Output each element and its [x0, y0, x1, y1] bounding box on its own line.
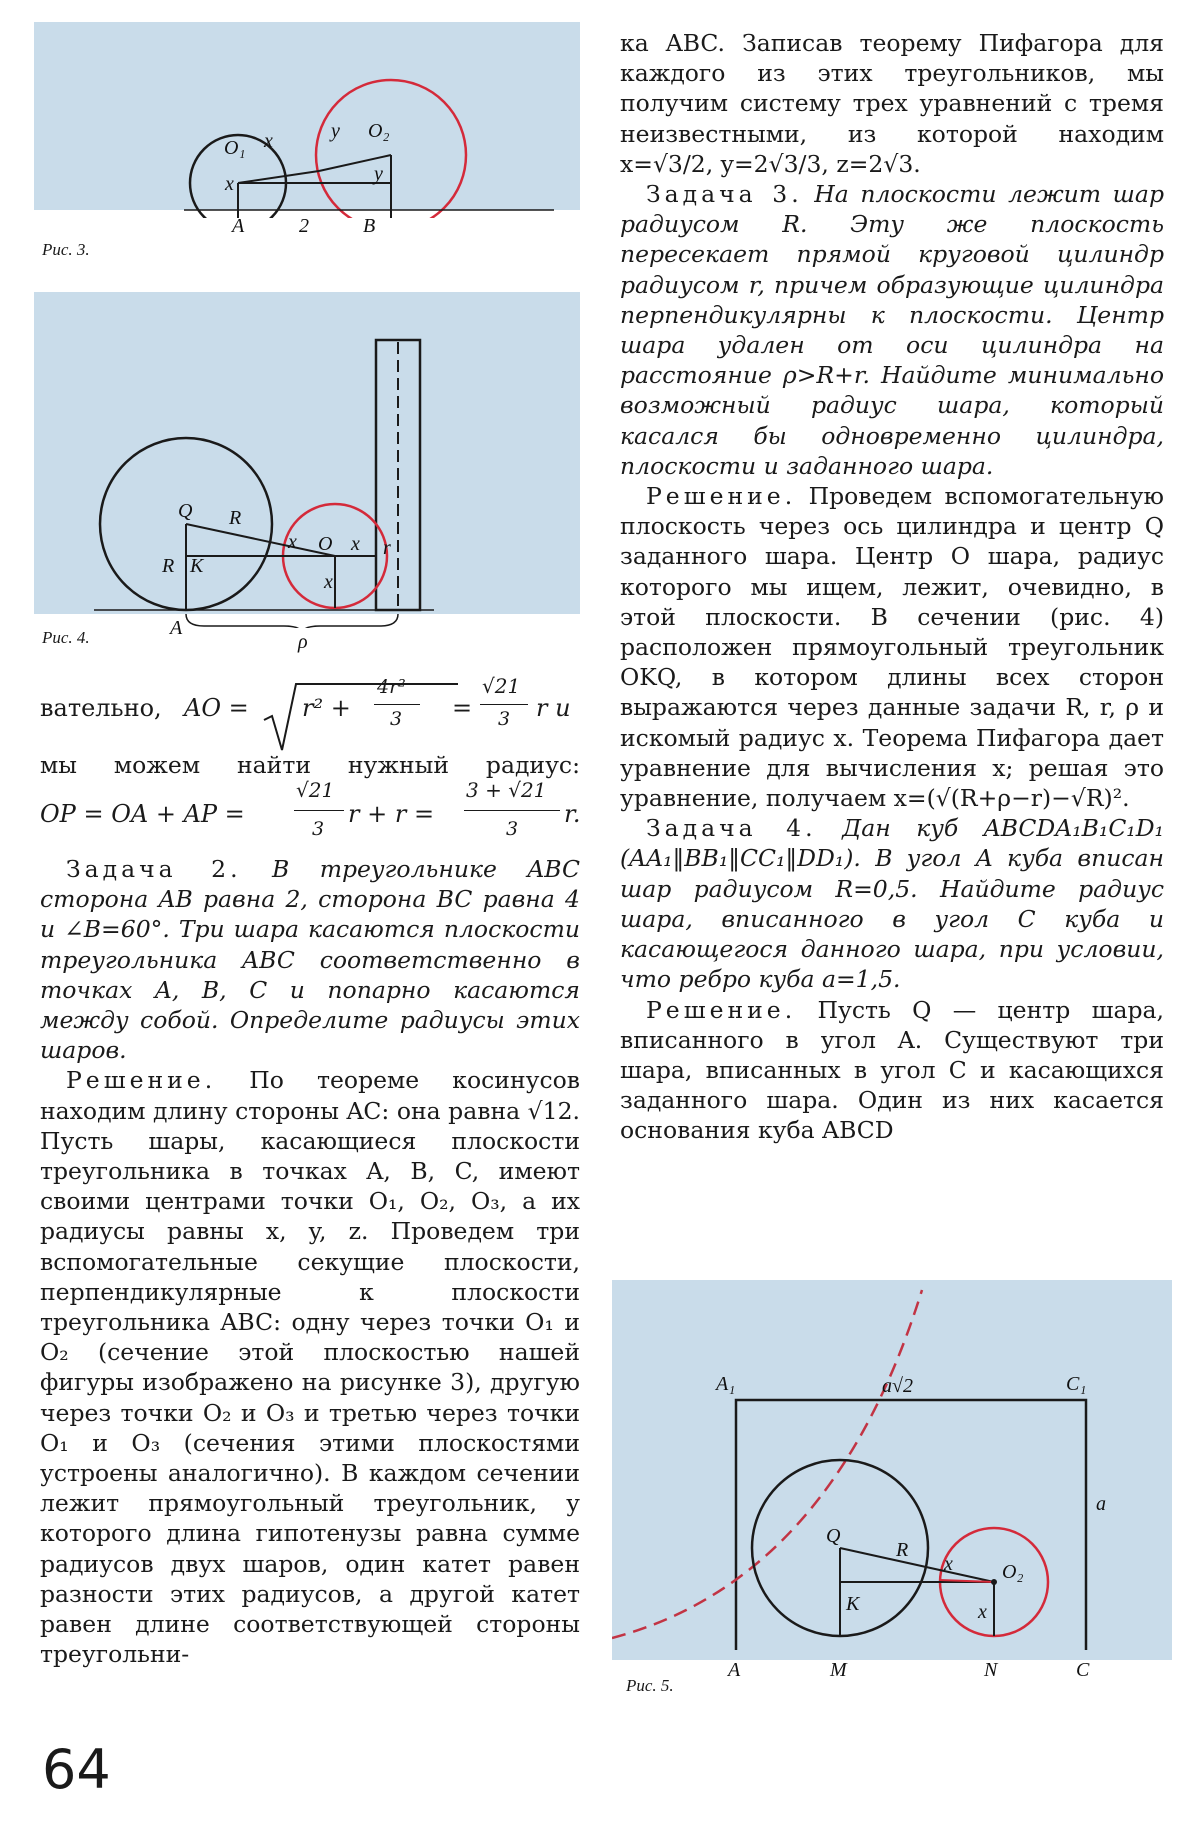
solution-2-text: По теореме косинусов находим длину стороны AC: она равна √12. Пусть шары, касающиеся плоскости треугольника в точках A, B, C, имеют своими центрами точки O₁, O₂, O₃, а их радиусы равны x, y, z. Проведем три вспомогательные секущие плоскости, перпендикулярные к плоскости треугольника ABC: одну через точки O₁ и O₂ (сечение этой плоскостью нашей фигуры изображено на рисунке 3), другую через точки O₂ и O₃ и третью через точки O₁ и O₃ (сечения этими плоскостями устроены аналогично). В каждом сечении лежит прямоугольный треугольник, у которого длина гипотенузы равна сумме радиусов двух шаров, один катет равен разности этих радиусов, а другой катет равен длине соответствующей стороны треугольни-	[40, 1066, 580, 1669]
label-o2: O₂	[1002, 1561, 1024, 1583]
eq2-n2: 3 + √21	[466, 778, 547, 802]
solution-2	[40, 1065, 580, 1669]
eq1-den: 3	[390, 708, 403, 730]
label-k: K	[846, 1593, 860, 1615]
eq2-n1: √21	[296, 778, 335, 802]
figure-4-background	[34, 292, 580, 614]
task-3	[620, 179, 1164, 481]
eq1-snum: √21	[482, 674, 521, 698]
label-x-right: x	[351, 533, 360, 555]
label-rho: ρ	[298, 631, 308, 653]
label-q: Q	[178, 500, 193, 522]
label-c: C	[1076, 1659, 1090, 1680]
figure-5-caption: Рис. 5.	[626, 1676, 674, 1695]
eq1-eq: =	[452, 694, 473, 722]
task-4-text: Дан куб ABCDA₁B₁C₁D₁ (AA₁‖BB₁‖CC₁‖DD₁). В угол A куба вписан шар радиусом R=0,5. Найдите радиус шара, вписанного в угол C куба и касающегося данного шара, при условии, что ребро куба a=1,5.	[620, 814, 1164, 994]
label-two: 2	[299, 215, 309, 237]
label-o2: O₂	[368, 120, 390, 142]
label-r-small: r	[383, 537, 391, 559]
label-x-side: x	[225, 173, 234, 195]
label-k: K	[190, 555, 204, 577]
figure-3	[34, 22, 580, 218]
eq1-tail: r и	[536, 694, 571, 722]
page-number: 64	[42, 1738, 111, 1801]
label-x-bottom: x	[324, 571, 333, 593]
eq1-num: 4r²	[377, 676, 406, 698]
label-a1: A₁	[716, 1373, 736, 1395]
paragraph-continued: ка ABC. Записав теорему Пифагора для каждого из этих треугольников, мы получим систему трех уравнений с тремя неизвестными, из которой находим x=√3/2, y=2√3/3, z=2√3.	[620, 29, 1164, 178]
solution-4-label: Решение.	[646, 995, 797, 1024]
label-q: Q	[826, 1525, 841, 1547]
label-o: O	[318, 533, 333, 555]
task-2-label: Задача 2.	[66, 855, 242, 883]
point-o2	[991, 1579, 997, 1585]
label-y-side: y	[374, 163, 383, 185]
figure-3-background	[34, 22, 580, 210]
eq2-tail: r.	[564, 800, 581, 828]
figure-3-caption: Рис. 3.	[42, 240, 90, 259]
eq1-r2: r² +	[302, 694, 351, 722]
label-diagonal: a√2	[882, 1375, 913, 1397]
eq2-lhs: OP = OA + AP =	[40, 800, 245, 828]
label-x-top: x	[264, 130, 273, 152]
task-2-text: В треугольнике ABC сторона AB равна 2, сторона BC равна 4 и ∠B=60°. Три шара касаются плоскости треугольника ABC соответственно в точках A, B, C и попарно касаются между собой. Определите радиусы этих шаров.	[40, 855, 580, 1065]
task-4-label: Задача 4.	[646, 814, 817, 843]
task-2	[40, 854, 580, 1065]
solution-4	[620, 995, 1164, 1146]
figure-4-axis-labels	[34, 612, 580, 656]
label-b: B	[363, 215, 376, 237]
task-3-text: На плоскости лежит шар радиусом R. Эту же плоскость пересекает прямой круговой цилиндр радиусом r, причем образующие цилиндра перпендикулярны к плоскости. Центр шара удален от оси цилиндра на расстояние ρ>R+r. Найдите минимально возможный радиус шара, который касался бы одновременно цилиндра, плоскости и заданного шара.	[620, 180, 1164, 480]
figure-5-drawing	[612, 1280, 1172, 1680]
eq1-lhs: AO =	[184, 694, 249, 722]
label-edge: a	[1096, 1493, 1106, 1515]
label-a: A	[232, 215, 245, 237]
figure-5-background	[612, 1280, 1172, 1660]
eq1-sden: 3	[498, 708, 511, 730]
label-x-bottom: x	[978, 1601, 987, 1623]
eq1-prefix: вательно,	[40, 694, 162, 722]
label-n: N	[984, 1659, 998, 1680]
figure-4-caption: Рис. 4.	[42, 628, 90, 647]
figure-3-axis-labels	[34, 208, 580, 238]
figure-5	[612, 1280, 1172, 1680]
solution-3	[620, 481, 1164, 813]
label-a: A	[170, 617, 183, 639]
eq2-mid: r + r =	[348, 800, 435, 828]
solution-3-label: Решение.	[646, 482, 797, 511]
figure-3-drawing	[34, 22, 580, 218]
task-3-label: Задача 3.	[646, 180, 803, 209]
label-c1: C₁	[1066, 1373, 1087, 1395]
eq2-d1: 3	[312, 818, 325, 840]
equation-op	[40, 778, 580, 850]
label-y-top: y	[331, 120, 340, 142]
eq2-d2: 3	[506, 818, 519, 840]
label-r-side: R	[162, 555, 175, 577]
figure-4	[34, 292, 580, 628]
label-r: R	[896, 1539, 909, 1561]
label-x-top: x	[944, 1553, 953, 1575]
eq1-radical	[262, 680, 462, 752]
label-x-left: x	[288, 531, 297, 553]
solution-3-text: Проведем вспомогательную плоскость через ось цилиндра и центр Q заданного шара. Центр O шара, радиус которого мы ищем, лежит, очевидно, в этой плоскости. В сечении (рис. 4) расположен прямоугольный треугольник OKQ, в котором длины всех сторон выражаются через данные задачи R, r, ρ и искомый радиус x. Теорема Пифагора дает уравнение для вычисления x; решая это уравнение, получаем x=(√(R+ρ−r)−√R)².	[620, 482, 1164, 813]
task-4	[620, 813, 1164, 994]
label-m: M	[830, 1659, 847, 1680]
equation-ao	[40, 674, 580, 750]
left-column-text	[40, 854, 580, 1669]
label-r-big: R	[229, 507, 242, 529]
eq-line-2: мы можем найти нужный радиус:	[40, 751, 580, 779]
solution-2-label: Решение.	[66, 1066, 217, 1095]
label-o1: O₁	[224, 137, 246, 159]
right-column-text	[620, 28, 1164, 1146]
label-a: A	[728, 1659, 741, 1680]
figure-4-drawing	[34, 292, 580, 628]
solution-4-text: Пусть Q — центр шара, вписанного в угол A. Существуют три шара, вписанных в угол C и касающихся заданного шара. Один из них касается основания куба ABCD	[620, 995, 1164, 1145]
